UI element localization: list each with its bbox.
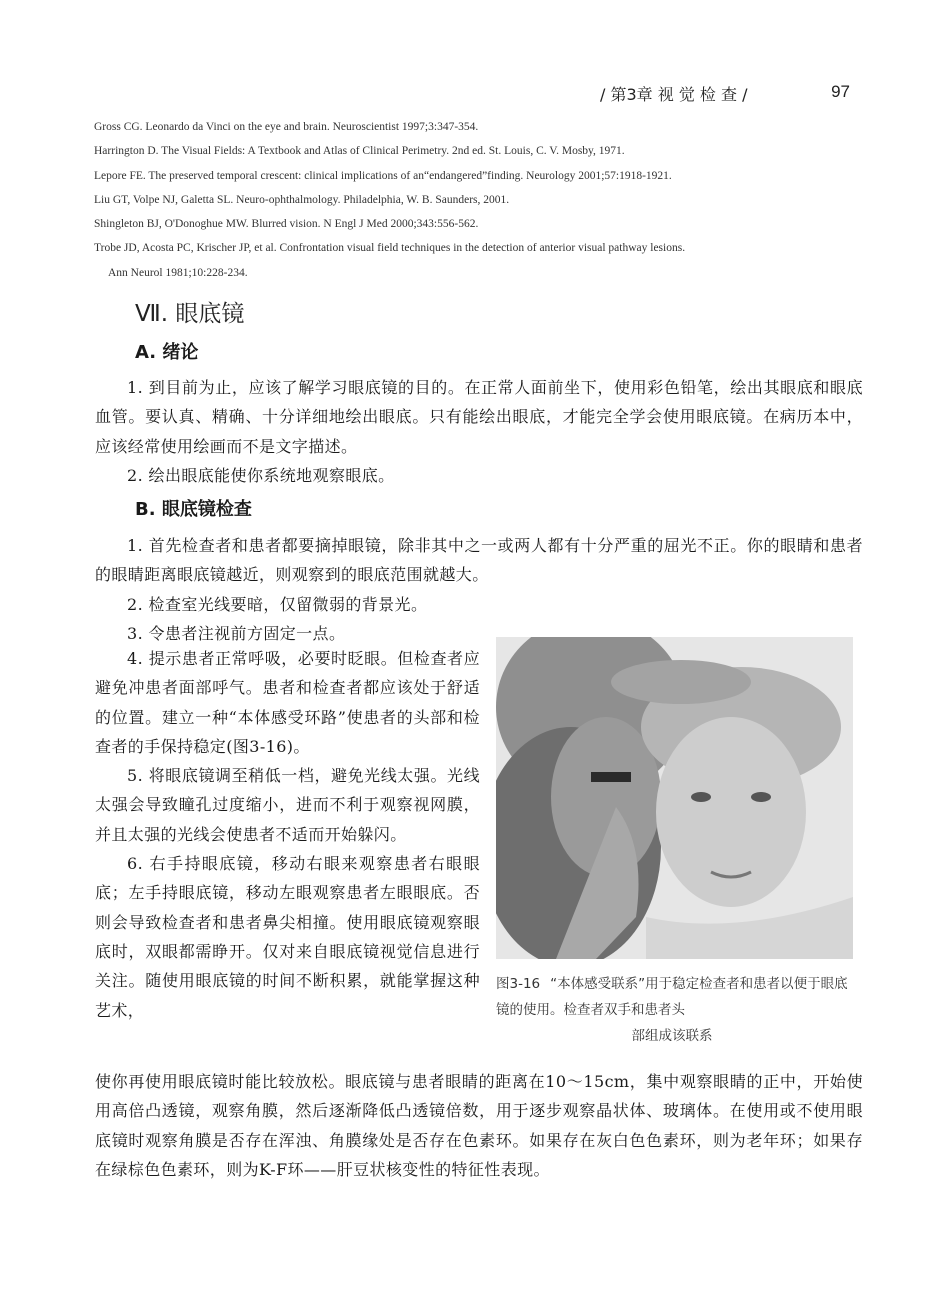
figure-label: 图3-16: [496, 976, 541, 992]
running-head: [600, 82, 900, 105]
figure-photo: [496, 637, 853, 959]
paragraph: 2. 绘出眼底能使你系统地观察眼底。: [127, 465, 395, 485]
page-number: 97: [831, 82, 850, 101]
exam-paragraph-continued: [95, 1067, 863, 1184]
reference-item: Harrington D. The Visual Fields: A Textbook and Atlas of Clinical Perimetry. 2nd ed. St. Louis, C. V. Mosby, 1971.: [94, 145, 625, 158]
exam-paragraphs-narrow: [95, 644, 480, 1025]
reference-item: Trobe JD, Acosta PC, Krischer JP, et al. Confrontation visual field techniques in the detection of anterior visual pathway lesions.: [94, 242, 686, 255]
exam-paragraphs: [95, 531, 863, 648]
section-title: Ⅶ. 眼底镜: [135, 301, 245, 327]
paragraph: 4. 提示患者正常呼吸，必要时眨眼。但检查者应避免冲患者面部呼气。患者和检查者都应该处于舒适的位置。建立一种“本体感受环路”使患者的头部和检查者的手保持稳定(图3-16)。: [95, 649, 480, 756]
reference-item: Shingleton BJ, O'Donoghue MW. Blurred vision. N Engl J Med 2000;343:556-562.: [94, 218, 479, 231]
paragraph: 5. 将眼底镜调至稍低一档，避免光线太强。光线太强会导致瞳孔过度缩小，进而不利于观察视网膜，并且太强的光线会使患者不适而开始躲闪。: [95, 766, 480, 844]
reference-item: Liu GT, Volpe NJ, Galetta SL. Neuro-ophthalmology. Philadelphia, W. B. Saunders, 2001.: [94, 193, 510, 206]
reference-list: [94, 115, 874, 285]
subsection-heading-b: B. 眼底镜检查: [135, 499, 252, 520]
reference-item-continuation: Ann Neurol 1981;10:228-234.: [108, 266, 248, 279]
reference-item: Gross CG. Leonardo da Vinci on the eye and brain. Neuroscientist 1997;3:347-354.: [94, 121, 479, 133]
paragraph: 2. 检查室光线要暗，仅留微弱的背景光。: [127, 594, 428, 614]
caption-text-last: 部组成该联系: [631, 1028, 713, 1044]
subsection-heading-a: A. 绪论: [135, 342, 199, 363]
paragraph: 使你再使用眼底镜时能比较放松。眼底镜与患者眼睛的距离在10～15cm，集中观察眼睛的正中，开始使用高倍凸透镜，观察角膜，然后逐渐降低凸透镜倍数，用于逐步观察晶状体、玻璃体。在使用或不使用眼底镜时观察角膜是否存在浑浊、角膜缘处是否存在色素环。如果存在灰白色色素环，则为老年环；如果存在绿棕色色素环，则为K-F环——肝豆状核变性的特征性表现。: [95, 1072, 863, 1179]
paragraph: 3. 令患者注视前方固定一点。: [127, 623, 346, 643]
photo-illustration: [496, 637, 853, 959]
reference-item: Lepore FE. The preserved temporal crescent: clinical implications of an“endangered”finding. Neurology 2001;57:1918-1921.: [94, 169, 672, 182]
chapter-title: / 第3章 视 觉 检 查 /: [600, 85, 748, 104]
paragraph: 1. 首先检查者和患者都要摘掉眼镜，除非其中之一或两人都有十分严重的屈光不正。你的眼睛和患者的眼睛距离眼底镜越近，则观察到的眼底范围就越大。: [95, 536, 863, 585]
figure-caption: [496, 971, 848, 1049]
paragraph: 6. 右手持眼底镜，移动右眼来观察患者右眼眼底；左手持眼底镜，移动左眼观察患者左眼眼底。否则会导致检查者和患者鼻尖相撞。使用眼底镜观察眼底时，双眼都需睁开。仅对来自眼底镜视觉信息进行关注。随使用眼底镜的时间不断积累，就能掌握这种艺术，: [95, 854, 480, 1020]
caption-text: “本体感受联系”用于稳定检查者和患者以便于眼底镜的使用。检查者双手和患者头: [496, 976, 848, 1018]
paragraph: 1. 到目前为止，应该了解学习眼底镜的目的。在正常人面前坐下，使用彩色铅笔，绘出其眼底和眼底血管。要认真、精确、十分详细地绘出眼底。只有能绘出眼底，才能完全学会使用眼底镜。在病历本中，应该经常使用绘画而不是文字描述。: [95, 378, 863, 456]
intro-paragraphs: [95, 373, 863, 490]
